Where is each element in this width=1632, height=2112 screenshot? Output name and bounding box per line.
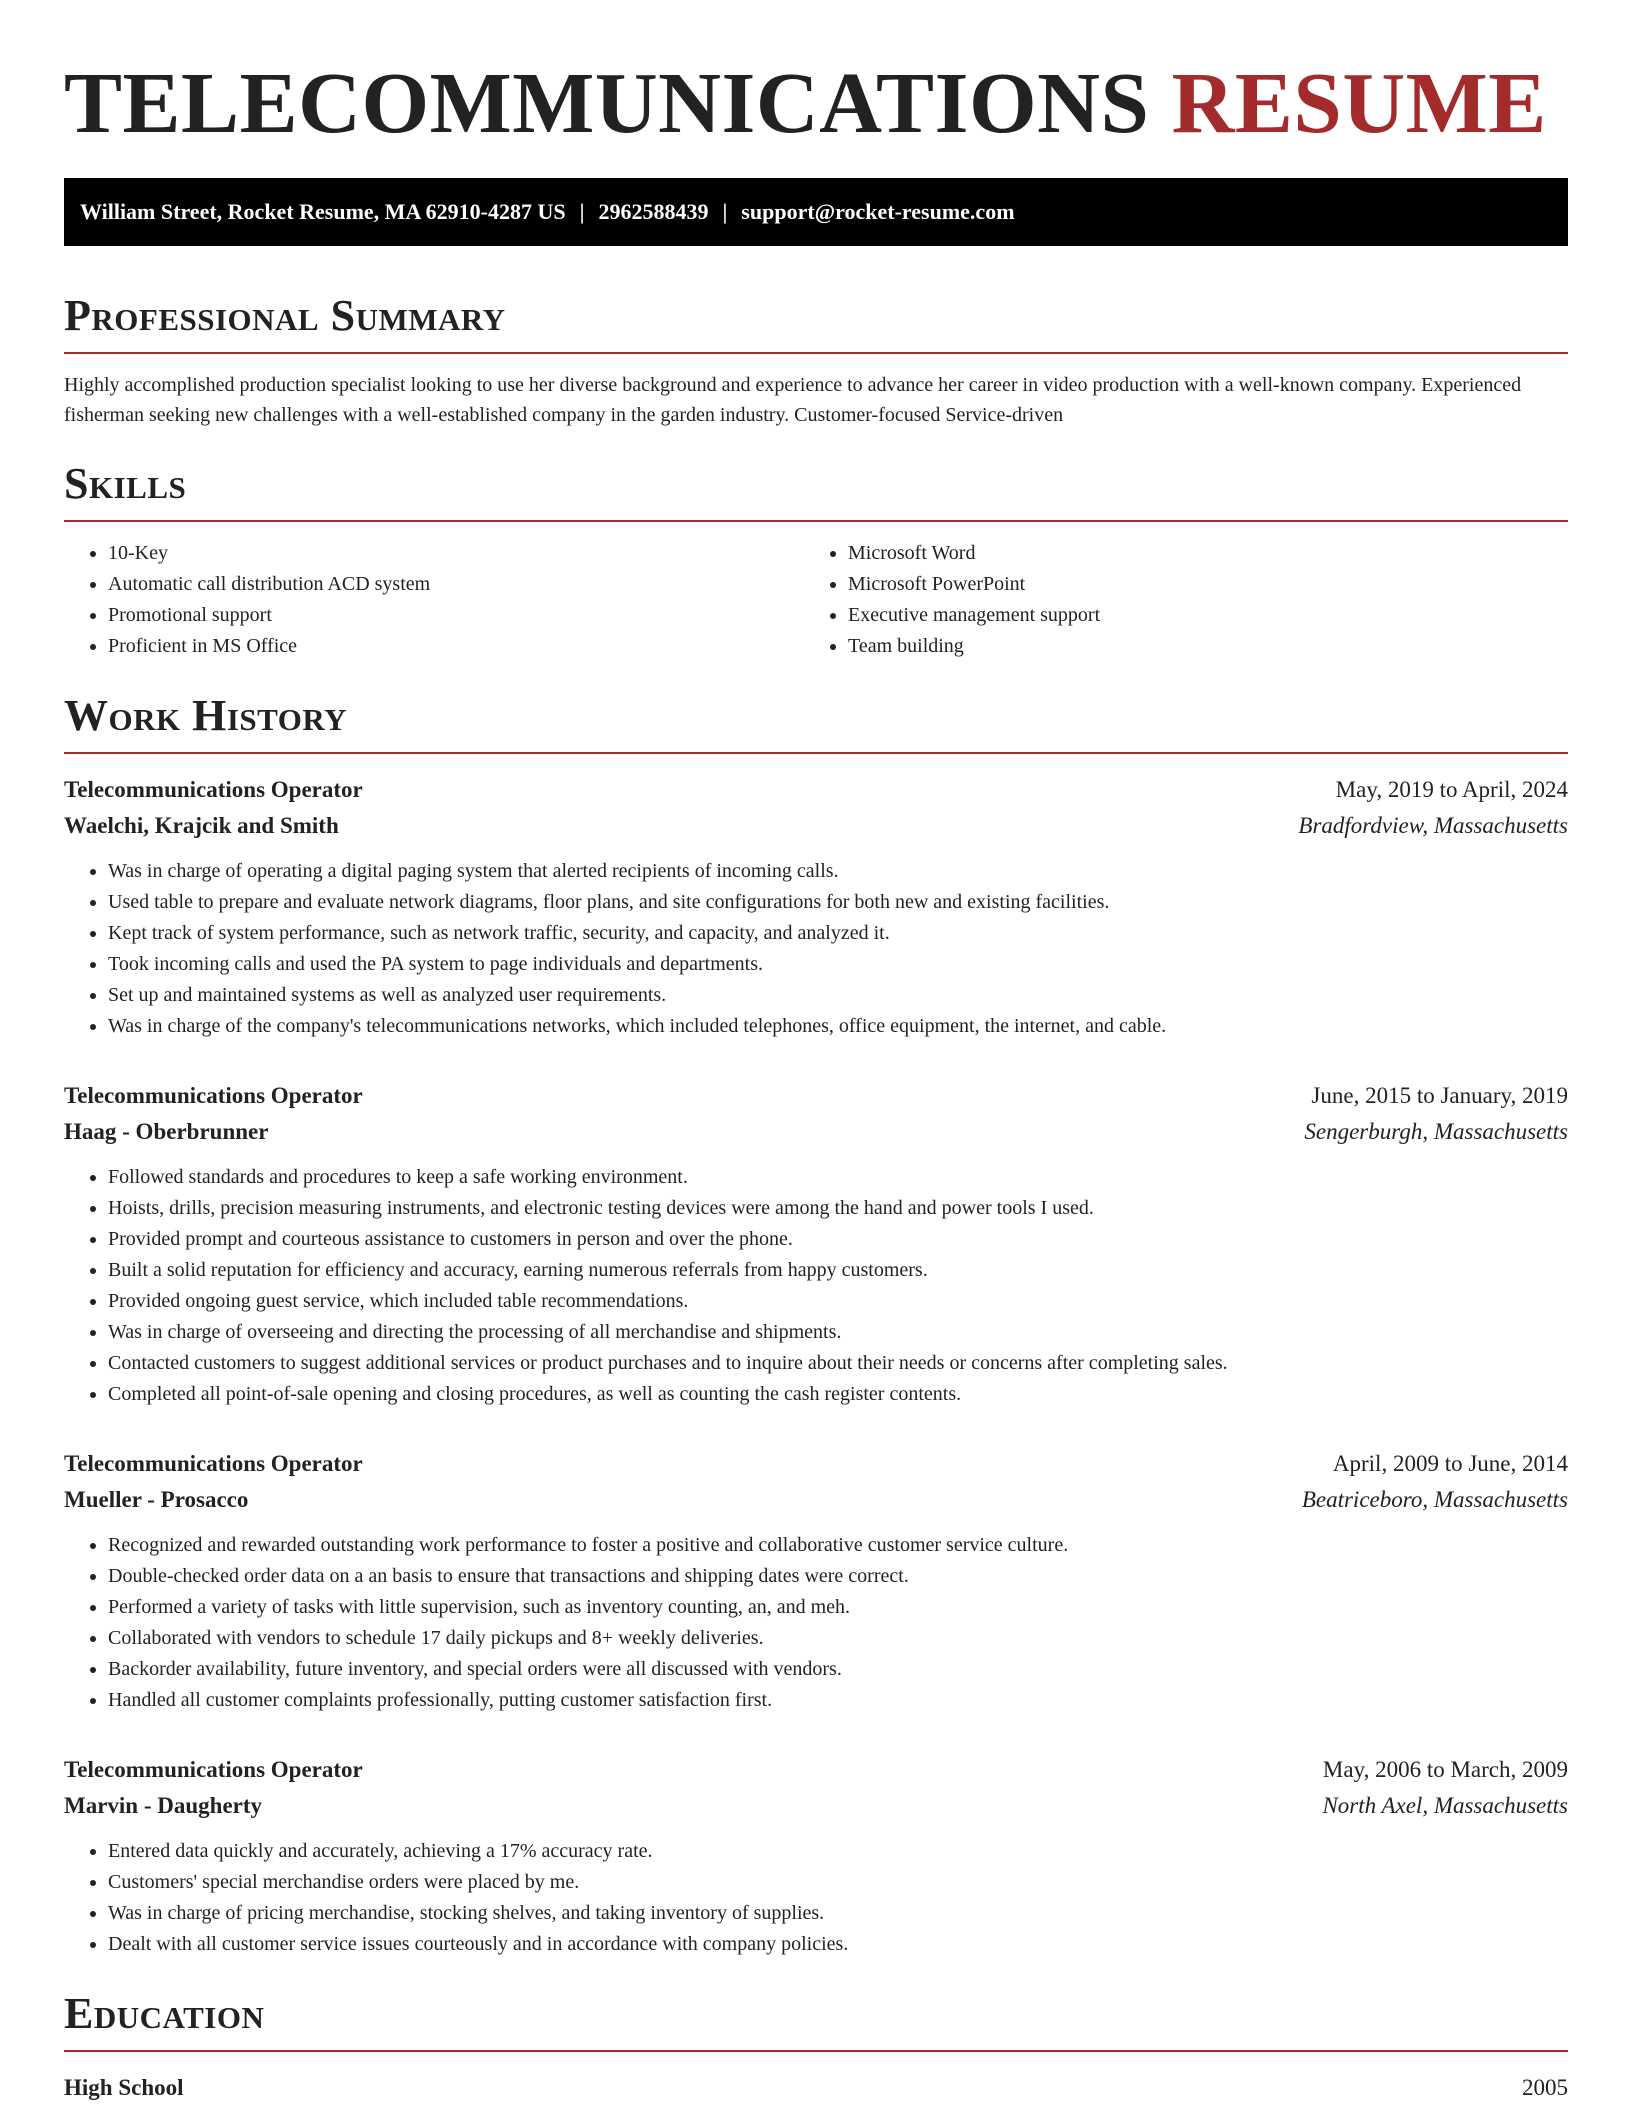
job-duty: • Was in charge of pricing merchandise, stocking shelves, and taking inventory of supplies. bbox=[108, 1898, 1568, 1929]
job-duty: • Set up and maintained systems as well as analyzed user requirements. bbox=[108, 980, 1568, 1011]
job-duty: • Dealt with all customer service issues courteously and in accordance with company policies. bbox=[108, 1929, 1568, 1960]
job-duty: • Kept track of system performance, such as network traffic, security, and capacity, and analyzed it. bbox=[108, 918, 1568, 949]
skill-item: • Executive management support bbox=[848, 600, 1544, 631]
job-dates: May, 2006 to March, 2009 bbox=[1322, 1757, 1568, 1782]
skills-list-left bbox=[64, 538, 804, 662]
job-duty: • Took incoming calls and used the PA system to page individuals and departments. bbox=[108, 949, 1568, 980]
job-duties bbox=[64, 1162, 1568, 1410]
job-duty: • Used table to prepare and evaluate network diagrams, floor plans, and site configurations for both new and existing facilities. bbox=[108, 887, 1568, 918]
job-location: Bradfordview, Massachusetts bbox=[1298, 813, 1568, 838]
job-title: Telecommunications Operator bbox=[64, 1083, 363, 1108]
contact-separator: | bbox=[722, 199, 728, 224]
education-year: 2005 bbox=[1522, 2075, 1568, 2100]
skill-item: • Proficient in MS Office bbox=[108, 631, 804, 662]
job-duty: • Followed standards and procedures to keep a safe working environment. bbox=[108, 1162, 1568, 1193]
job-duty: • Entered data quickly and accurately, achieving a 17% accuracy rate. bbox=[108, 1836, 1568, 1867]
job-company: Mueller - Prosacco bbox=[64, 1487, 249, 1512]
summary-text: Highly accomplished production specialist looking to use her diverse background and experience to advance her career in video production with a well-known company. Experienced fisherman seeking new challenges with a well-established company in the garden industry. Customer-focused Service-driven bbox=[64, 374, 1522, 426]
job-duties bbox=[64, 1836, 1568, 1960]
job-duty: • Was in charge of operating a digital paging system that alerted recipients of incoming calls. bbox=[108, 856, 1568, 887]
job-title: Telecommunications Operator bbox=[64, 777, 363, 802]
contact-email: support@rocket-resume.com bbox=[741, 199, 1015, 224]
section-divider bbox=[64, 520, 1568, 522]
section-divider bbox=[64, 2050, 1568, 2052]
job-duty: • Handled all customer complaints professionally, putting customer satisfaction first. bbox=[108, 1685, 1568, 1716]
job-duties bbox=[64, 1530, 1568, 1716]
contact-address: William Street, Rocket Resume, MA 62910-4287 US bbox=[80, 199, 566, 224]
job-entry bbox=[64, 1752, 1568, 1960]
job-duty: • Hoists, drills, precision measuring instruments, and electronic testing devices were among the hand and power tools I used. bbox=[108, 1193, 1568, 1224]
title-part1: TELECOMMUNICATIONS bbox=[64, 54, 1150, 151]
work-section bbox=[64, 690, 1568, 1960]
job-duty: • Customers' special merchandise orders were placed by me. bbox=[108, 1867, 1568, 1898]
job-duty: • Contacted customers to suggest additional services or product purchases and to inquire about their needs or concerns after completing sales. bbox=[108, 1348, 1568, 1379]
contact-separator: | bbox=[579, 199, 585, 224]
job-duty: • Double-checked order data on a an basis to ensure that transactions and shipping dates were correct. bbox=[108, 1561, 1568, 1592]
job-duty: • Provided prompt and courteous assistance to customers in person and over the phone. bbox=[108, 1224, 1568, 1255]
job-dates: April, 2009 to June, 2014 bbox=[1332, 1451, 1568, 1476]
skills-section bbox=[64, 458, 1568, 662]
section-title-education: Education bbox=[64, 1989, 265, 2038]
job-duty: • Was in charge of the company's telecommunications networks, which included telephones, office equipment, the internet, and cable. bbox=[108, 1011, 1568, 1042]
job-company: Waelchi, Krajcik and Smith bbox=[64, 813, 339, 838]
skills-grid bbox=[64, 538, 1568, 662]
skill-item: • Automatic call distribution ACD system bbox=[108, 569, 804, 600]
section-divider bbox=[64, 352, 1568, 354]
job-duty: • Built a solid reputation for efficiency and accuracy, earning numerous referrals from happy customers. bbox=[108, 1255, 1568, 1286]
skill-item: • Microsoft Word bbox=[848, 538, 1544, 569]
skill-item: • 10-Key bbox=[108, 538, 804, 569]
section-title-skills: Skills bbox=[64, 459, 187, 508]
education-name: High School bbox=[64, 2075, 184, 2100]
job-entry bbox=[64, 772, 1568, 1042]
job-duty: • Recognized and rewarded outstanding work performance to foster a positive and collaborative customer service culture. bbox=[108, 1530, 1568, 1561]
job-duty: • Provided ongoing guest service, which included table recommendations. bbox=[108, 1286, 1568, 1317]
skill-item: • Promotional support bbox=[108, 600, 804, 631]
resume-title bbox=[64, 54, 1568, 151]
job-location: Sengerburgh, Massachusetts bbox=[1304, 1119, 1568, 1144]
summary-section bbox=[64, 290, 1568, 430]
job-dates: May, 2019 to April, 2024 bbox=[1335, 777, 1568, 802]
section-title-summary: Professional Summary bbox=[64, 291, 506, 340]
job-duty: • Performed a variety of tasks with little supervision, such as inventory counting, an, and meh. bbox=[108, 1592, 1568, 1623]
job-company: Marvin - Daugherty bbox=[64, 1793, 263, 1818]
section-title-work: Work History bbox=[64, 691, 348, 740]
job-duty: • Completed all point-of-sale opening and closing procedures, as well as counting the cash register contents. bbox=[108, 1379, 1568, 1410]
job-company: Haag - Oberbrunner bbox=[64, 1119, 269, 1144]
section-divider bbox=[64, 752, 1568, 754]
education-entry bbox=[64, 2070, 1568, 2106]
contact-phone: 2962588439 bbox=[598, 199, 709, 224]
education-section bbox=[64, 1988, 1568, 2106]
contact-bar bbox=[64, 178, 1568, 246]
job-location: Beatriceboro, Massachusetts bbox=[1301, 1487, 1568, 1512]
job-title: Telecommunications Operator bbox=[64, 1757, 363, 1782]
job-duty: • Backorder availability, future inventory, and special orders were all discussed with vendors. bbox=[108, 1654, 1568, 1685]
skill-item: • Microsoft PowerPoint bbox=[848, 569, 1544, 600]
job-location: North Axel, Massachusetts bbox=[1322, 1793, 1568, 1818]
job-entry bbox=[64, 1078, 1568, 1410]
job-dates: June, 2015 to January, 2019 bbox=[1311, 1083, 1568, 1108]
job-duties bbox=[64, 856, 1568, 1042]
job-title: Telecommunications Operator bbox=[64, 1451, 363, 1476]
skills-list-right bbox=[804, 538, 1544, 662]
job-duty: • Collaborated with vendors to schedule 17 daily pickups and 8+ weekly deliveries. bbox=[108, 1623, 1568, 1654]
title-part2: RESUME bbox=[1171, 54, 1547, 151]
job-entry bbox=[64, 1446, 1568, 1716]
job-duty: • Was in charge of overseeing and directing the processing of all merchandise and shipments. bbox=[108, 1317, 1568, 1348]
skill-item: • Team building bbox=[848, 631, 1544, 662]
